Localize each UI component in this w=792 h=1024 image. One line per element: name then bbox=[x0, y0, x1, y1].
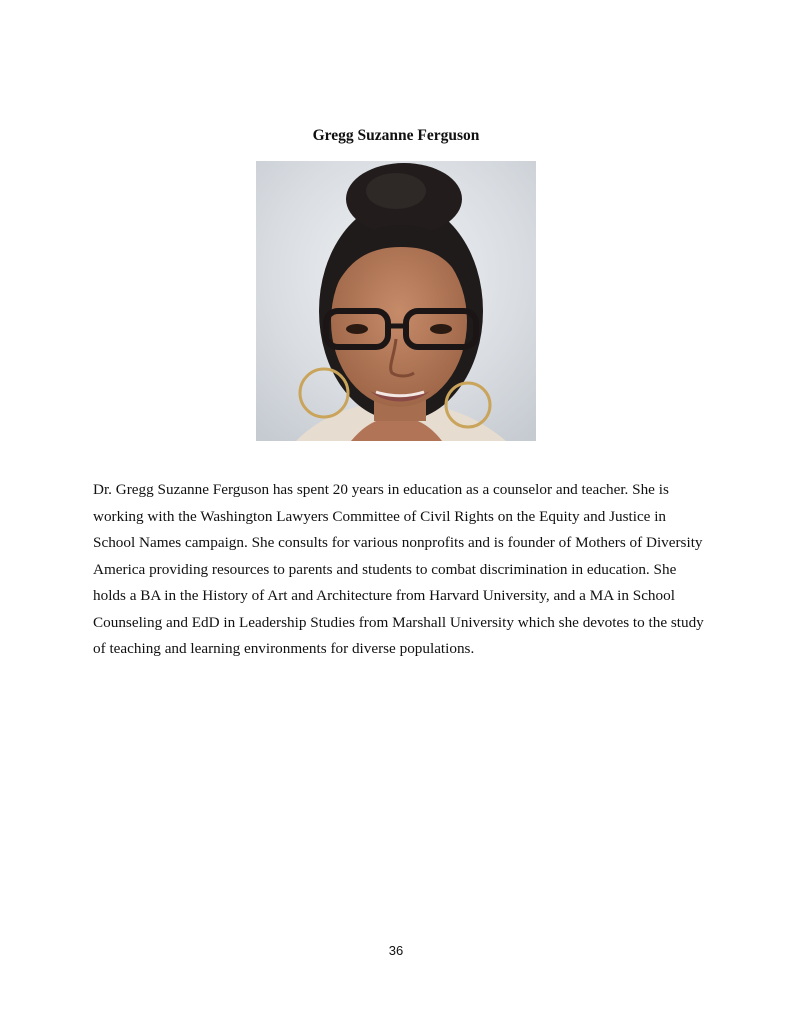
bio-paragraph: Dr. Gregg Suzanne Ferguson has spent 20 years in education as a counselor and teacher. She is working with the Washington Lawyers Committee of Civil Rights on the Equity and Justice in School Names campaign. She consults for various nonprofits and is founder of Mothers of Diversity America providing resources to parents and students to combat discrimination in education. She holds a BA in the History of Art and Architecture from Harvard University, and a MA in School Counseling and EdD in Leadership Studies from Marshall University which she devotes to the study of teaching and learning environments for diverse populations. bbox=[93, 481, 704, 657]
portrait-photo bbox=[256, 161, 536, 441]
page-title: Gregg Suzanne Ferguson bbox=[312, 127, 480, 144]
page-number: 36 bbox=[388, 943, 404, 958]
